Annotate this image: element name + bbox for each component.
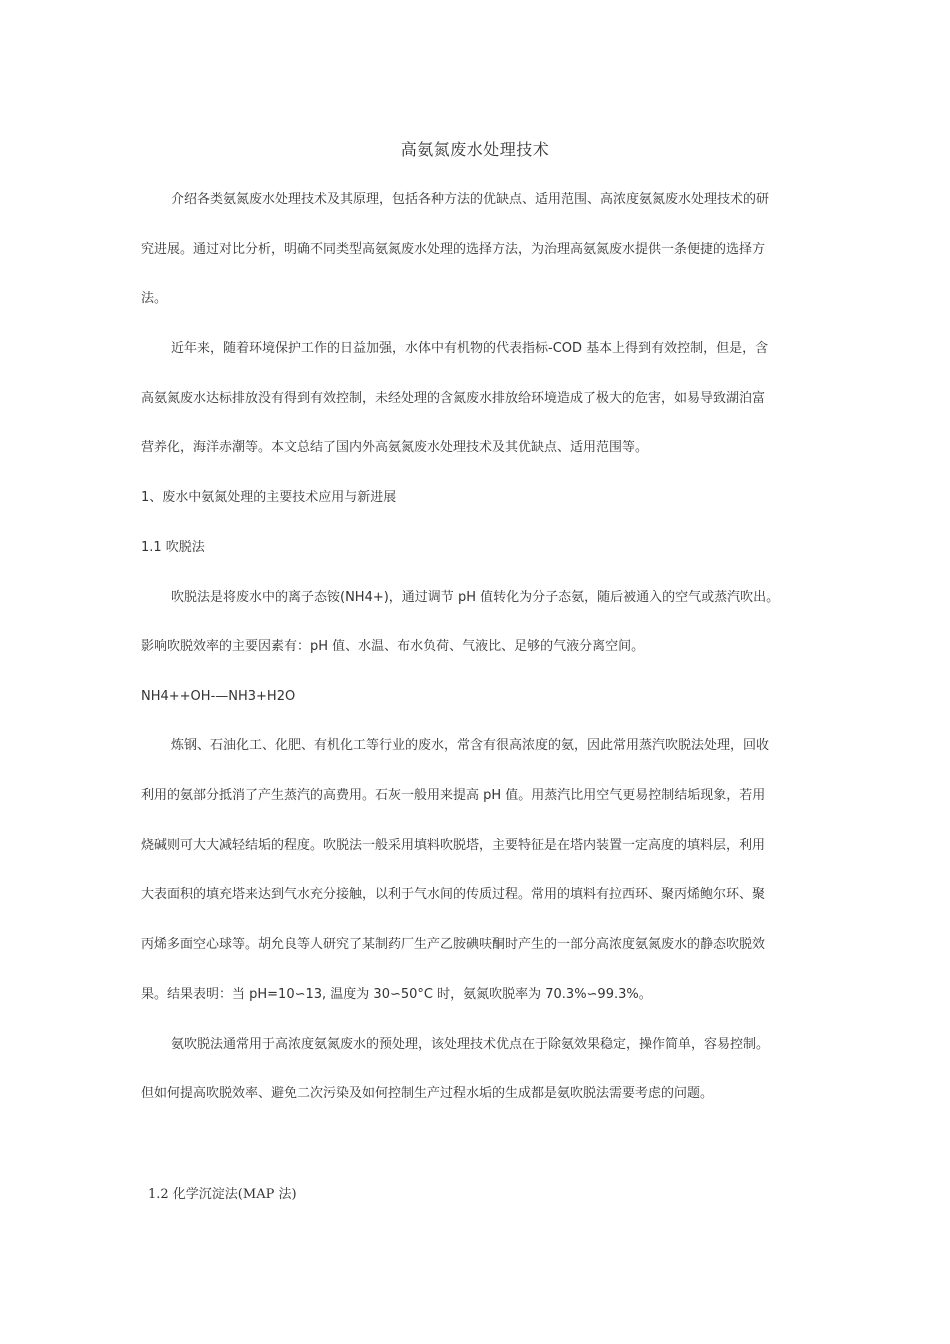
paragraph-line: 丙烯多面空心球等。胡允良等人研究了某制药厂生产乙胺碘呋酮时产生的一部分高浓度氨氮废水的静态吹脱效 — [141, 937, 766, 952]
paragraph-line: 究进展。通过对比分析，明确不同类型高氨氮废水处理的选择方法，为治理高氨氮废水提供一条便捷的选择方 — [141, 242, 766, 257]
paragraph-line: 大表面积的填充塔来达到气水充分接触，以利于气水间的传质过程。常用的填料有拉西环、聚丙烯鲍尔环、聚 — [141, 887, 766, 902]
paragraph-line: 氨吹脱法通常用于高浓度氨氮废水的预处理，该处理技术优点在于除氨效果稳定，操作简单，容易控制。 — [171, 1037, 770, 1052]
paragraph-line: 法。 — [141, 291, 168, 306]
paragraph-line: 高氨氮废水达标排放没有得到有效控制，未经处理的含氮废水排放给环境造成了极大的危害，如易导致湖泊富 — [141, 391, 766, 406]
subsection-heading: 1.1 吹脱法 — [141, 540, 205, 555]
paragraph-line: 介绍各类氨氮废水处理技术及其原理，包括各种方法的优缺点、适用范围、高浓度氨氮废水处理技术的研 — [171, 192, 770, 207]
paragraph-line: 营养化，海洋赤潮等。本文总结了国内外高氨氮废水处理技术及其优缺点、适用范围等。 — [141, 440, 649, 455]
paragraph-line: 近年来，随着环境保护工作的日益加强，水体中有机物的代表指标-COD 基本上得到有效控制，但是，含 — [171, 341, 769, 356]
paragraph-line: 利用的氨部分抵消了产生蒸汽的高费用。石灰一般用来提高 pH 值。用蒸汽比用空气更易控制结垢现象，若用 — [141, 788, 766, 803]
subsection-heading: 1.2 化学沉淀法(MAP 法) — [148, 1187, 297, 1202]
paragraph-line: 果。结果表明：当 pH=10∽13, 温度为 30∽50°C 时，氨氮吹脱率为 70.3%∽99.3%。 — [141, 987, 652, 1002]
paragraph-line: 烧碱则可大大减轻结垢的程度。吹脱法一般采用填料吹脱塔，主要特征是在塔内装置一定高度的填料层，利用 — [141, 838, 766, 853]
paragraph-line: 炼钢、石油化工、化肥、有机化工等行业的废水，常含有很高浓度的氨，因此常用蒸汽吹脱法处理，回收 — [171, 738, 770, 753]
paragraph-line: 影响吹脱效率的主要因素有：pH 值、水温、布水负荷、气液比、足够的气液分离空间。 — [141, 639, 645, 654]
chemical-equation: NH4++OH-—NH3+H2O — [141, 689, 296, 704]
paragraph-line: 但如何提高吹脱效率、避免二次污染及如何控制生产过程水垢的生成都是氨吹脱法需要考虑的问题。 — [141, 1086, 714, 1101]
section-heading: 1、废水中氨氮处理的主要技术应用与新进展 — [141, 490, 397, 505]
paragraph-line: 吹脱法是将废水中的离子态铵(NH4+)，通过调节 pH 值转化为分子态氨，随后被通入的空气或蒸汽吹出。 — [171, 590, 780, 605]
document-title: 高氨氮废水处理技术 — [400, 140, 550, 159]
